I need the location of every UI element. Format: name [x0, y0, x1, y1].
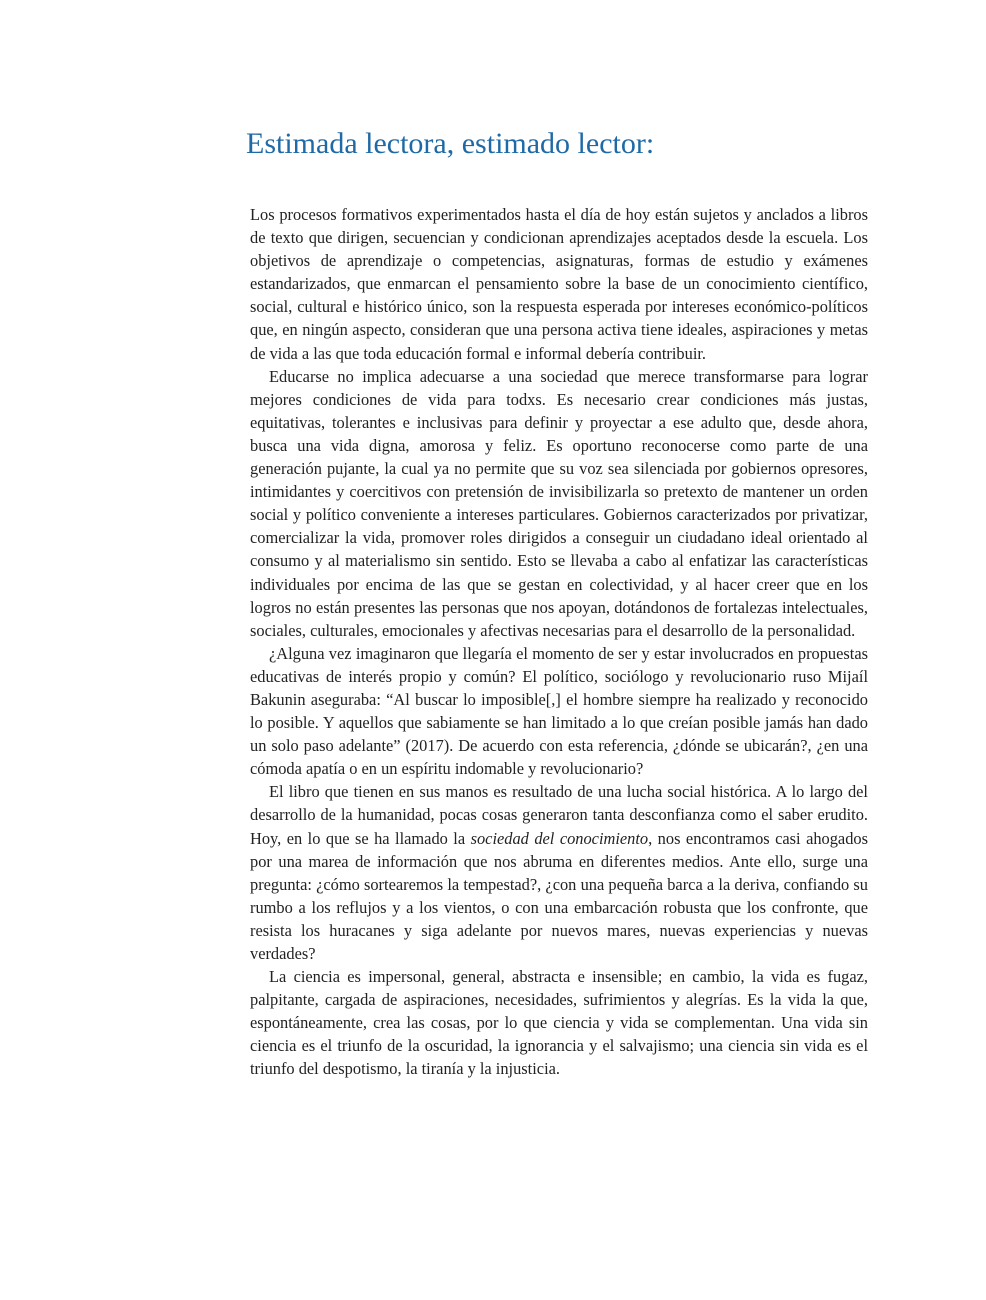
paragraph-1: Los procesos formativos experimentados hasta el día de hoy están sujetos y anclados a libros de texto que dirigen, secuencian y condicionan aprendizajes aceptados desde la escuela. Los objetivos de aprendizaje o competencias, asignaturas, formas de estudio y exámenes estandarizados, que enmarcan el pensamiento sobre la base de un conocimiento científico, social, cultural e histórico único, son la respuesta esperada por intereses económico-políticos que, en ningún aspecto, consideran que una persona activa tiene ideales, aspiraciones y metas de vida a las que toda educación formal e informal debería contribuir. — [250, 205, 868, 363]
body-text — [250, 203, 868, 1081]
paragraph-5: La ciencia es impersonal, general, abstracta e insensible; en cambio, la vida es fugaz, palpitante, cargada de aspiraciones, necesidades, sufrimientos y alegrías. Es la vida la que, espontáneamente, crea las cosas, por lo que ciencia y vida se complementan. Una vida sin ciencia es el triunfo de la oscuridad, la ignorancia y el salvajismo; una ciencia sin vida es el triunfo del despotismo, la tiranía y la injusticia. — [250, 967, 868, 1079]
paragraph-4-text-before: El libro que tienen en sus manos es resultado de una lucha social histórica. A lo largo del desarrollo de la humanidad, pocas cosas generaron tanta desconfianza como el saber erudito. Hoy, en lo que se ha llamado la — [250, 782, 868, 848]
page-heading: Estimada lectora, estimado lector: — [246, 127, 655, 160]
paragraph-4-emphasis: sociedad del conocimiento — [470, 828, 649, 848]
paragraph-3: ¿Alguna vez imaginaron que llegaría el momento de ser y estar involucrados en propuestas educativas de interés propio y común? El político, sociólogo y revolucionario ruso Mijaíl Bakunin aseguraba: “Al buscar lo imposible[,] el hombre siempre ha realizado y reconocido lo posible. Y aquellos que sabiamente se han limitado a lo que creían posible jamás han dado un solo paso adelante” (2017). De acuerdo con esta referencia, ¿dónde se ubicarán?, ¿en una cómoda apatía o en un espíritu indomable y revolucionario? — [250, 643, 868, 779]
paragraph-2: Educarse no implica adecuarse a una sociedad que merece transformarse para lograr mejores condiciones de vida para todxs. Es necesario crear condiciones más justas, equitativas, tolerantes e inclusivas para definir y proyectar a ese adulto que, desde ahora, busca una vida digna, amorosa y feliz. Es oportuno reconocerse como parte de una generación pujante, la cual ya no permite que su voz sea silenciada por gobiernos opresores, intimidantes y coercitivos con pretensión de invisibilizarla so pretexto de mantener un orden social y político conveniente a intereses particulares. Gobiernos caracterizados por privatizar, comercializar la vida, promover roles dirigidos a conseguir un ciudadano ideal orientado al consumo y al materialismo sin sentido. Esto se llevaba a cabo al enfatizar las características individuales por encima de las que se gestan en colectividad, y al hacer creer que en los logros no están presentes las personas que nos apoyan, dotándonos de fortalezas intelectuales, sociales, culturales, emocionales y afectivas necesarias para el desarrollo de la personalidad. — [250, 366, 868, 640]
paragraph-4-text-after: , nos encontramos casi ahogados por una marea de información que nos abruma en diferentes medios. Ante ello, surge una pregunta: ¿cómo sortearemos la tempestad?, ¿con una pequeña barca a la deriva, confiando su rumbo a los reflujos y a los vientos, o con una embarcación robusta que los confronte, que resista los huracanes y siga adelante por nuevos mares, nuevas experiencias y nuevas verdades? — [250, 828, 868, 963]
paragraph-4 — [250, 780, 868, 965]
